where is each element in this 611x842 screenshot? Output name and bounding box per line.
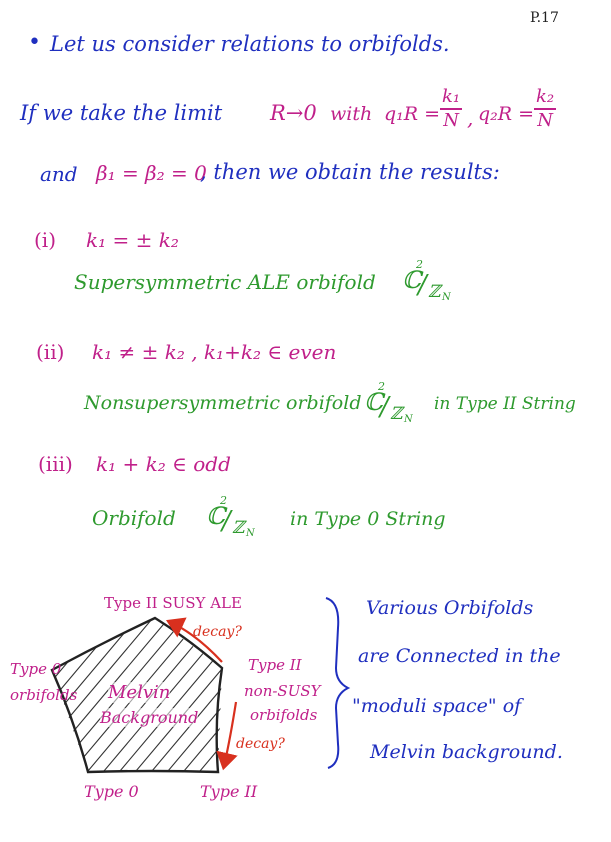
- orbifold-c: ℂ: [206, 502, 226, 530]
- orbifold-z: ℤ: [428, 282, 441, 302]
- fraction-n2: N: [537, 110, 553, 131]
- case-iii-condition: k₁ + k₂ ∈ odd: [96, 452, 231, 476]
- limit-conclusion: , then we obtain the results:: [200, 160, 500, 184]
- label-left-1: Type 0: [10, 660, 62, 678]
- label-top-vertex: Type II SUSY ALE: [104, 594, 242, 612]
- label-right-middle-2: orbifolds: [250, 706, 318, 724]
- case-iii-suffix: in Type 0 String: [290, 508, 446, 530]
- decay-arrow-right: [224, 702, 236, 766]
- limit-and: and: [40, 162, 78, 186]
- orbifold-c: ℂ: [364, 388, 384, 416]
- case-ii-condition: k₁ ≠ ± k₂ , k₁+k₂ ∈ even: [92, 340, 337, 364]
- q1r-label: q₁R =: [384, 103, 441, 125]
- page-number: P.17: [530, 10, 559, 26]
- note-line-4: Melvin background.: [370, 741, 563, 763]
- orbifold-z: ℤ: [390, 404, 403, 424]
- case-ii-result: Nonsupersymmetric orbifold: [84, 392, 362, 414]
- note-line-1: Various Orbifolds: [366, 597, 534, 619]
- label-right-middle-1: non-SUSY: [244, 682, 321, 700]
- beta-condition: β₁ = β₂ = 0: [96, 161, 207, 185]
- label-bottom-right: Type II: [200, 782, 258, 801]
- case-iii-result: Orbifold: [92, 506, 176, 530]
- orbifold-sup: 2: [220, 494, 227, 507]
- limit-comma: ,: [467, 106, 474, 130]
- label-decay-right: decay?: [236, 736, 285, 752]
- orbifold-n: N: [442, 292, 451, 303]
- label-center-1: Melvin: [108, 682, 171, 703]
- case-ii-suffix: in Type II String: [434, 394, 576, 414]
- note-line-2: are Connected in the: [358, 645, 561, 667]
- orbifold-n: N: [246, 528, 255, 539]
- label-decay-top: decay?: [193, 624, 242, 640]
- case-i-result: Supersymmetric ALE orbifold: [74, 270, 376, 294]
- case-iii-label: (iii): [38, 452, 73, 476]
- fraction-n1: N: [443, 110, 459, 131]
- q2r-label: q₂R =: [478, 103, 535, 125]
- bullet-text: Let us consider relations to orbifolds.: [50, 32, 450, 56]
- label-center-2: Background: [100, 708, 199, 727]
- case-ii-label: (ii): [36, 340, 65, 364]
- orbifold-z: ℤ: [232, 518, 245, 538]
- case-i-label: (i): [34, 228, 57, 252]
- case-i-condition: k₁ = ± k₂: [86, 228, 179, 252]
- label-bottom-left: Type 0: [84, 782, 139, 801]
- fraction-k2: k₂: [534, 88, 556, 110]
- bullet-marker: •: [28, 30, 41, 55]
- note-line-3: "moduli space" of: [352, 695, 522, 717]
- orbifold-n: N: [404, 414, 413, 425]
- orbifold-c: ℂ: [402, 266, 422, 294]
- limit-condition: R→0: [270, 101, 317, 125]
- right-brace: [326, 598, 348, 768]
- fraction-k1: k₁: [440, 88, 462, 110]
- limit-intro: If we take the limit: [20, 101, 223, 125]
- label-left-2: orbifolds: [10, 686, 78, 704]
- orbifold-sup: 2: [416, 258, 423, 271]
- label-right-upper: Type II: [248, 656, 302, 674]
- limit-with: with: [330, 103, 373, 125]
- orbifold-sup: 2: [378, 380, 385, 393]
